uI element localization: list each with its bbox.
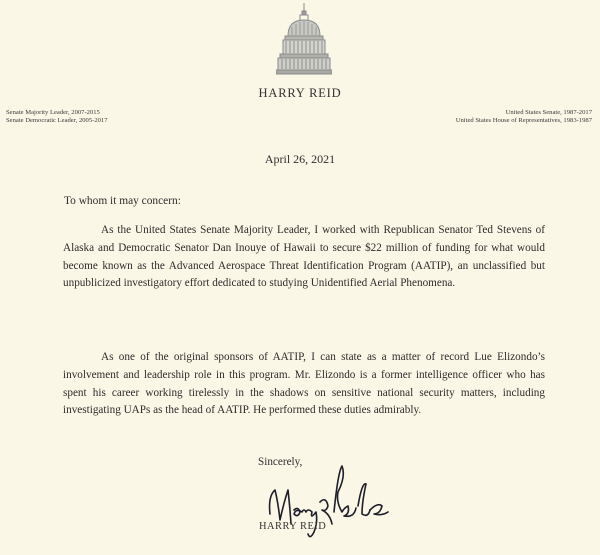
letterhead-left-titles [6,109,108,125]
body-paragraph: As one of the original sponsors of AATIP, I can state as a matter of record Lue Elizondo’s involvement and leadership role in this program. Mr. Elizondo is a former intelligence officer who has spent his career working tirelessly in the shadows on sensitive national security matters, including investigating UAPs as the head of AATIP. He performed these duties admirably. [63,351,545,417]
capitol-dome-emblem [276,2,332,76]
handwritten-signature [258,462,408,548]
letter-date: April 26, 2021 [264,152,336,166]
closing: Sincerely, [258,456,303,468]
letterhead-name: HARRY REID [258,86,342,100]
signer-name: HARRY REID [259,521,327,532]
right-title-line: United States House of Representatives, 1983-1987 [455,117,592,124]
left-title-line: Senate Majority Leader, 2007-2015 [6,109,100,116]
left-title-line: Senate Democratic Leader, 2005-2017 [6,117,108,124]
right-title-line: United States Senate, 1987-2017 [505,109,592,116]
body-paragraph: As the United States Senate Majority Leader, I worked with Republican Senator Ted Stevens of Alaska and Democratic Senator Dan Inouye of Hawaii to secure $22 million of funding for what would become known as the Advanced Aerospace Threat Identification Program (AATIP), an unclassified but unpublicized investigatory effort dedicated to studying Unidentified Aerial Phenomena. [63,224,545,290]
salutation: To whom it may concern: [64,195,181,207]
letterhead-right-titles [456,109,592,125]
